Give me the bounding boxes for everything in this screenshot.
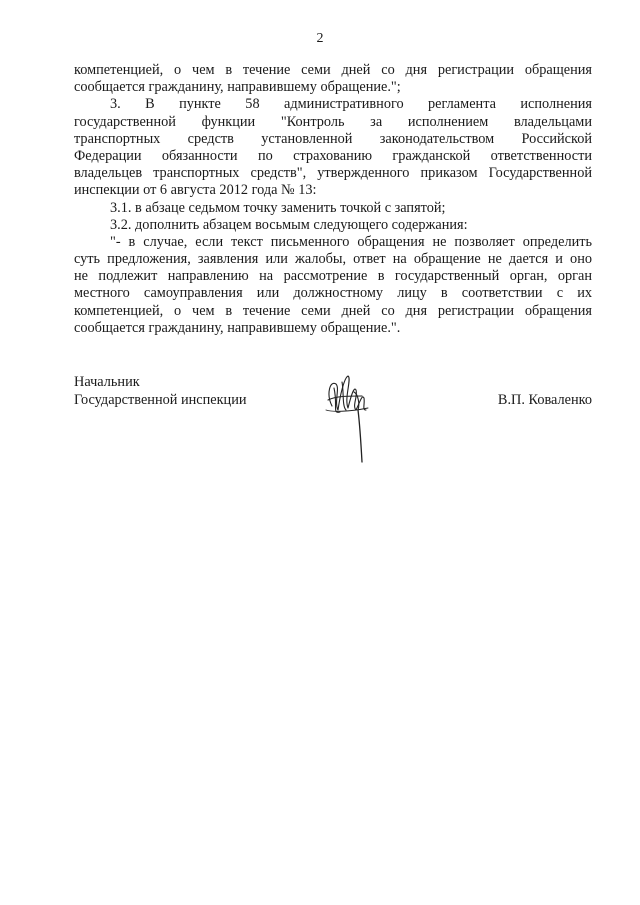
body-line: местного самоуправления или должностному лицу в соответствии с их: [74, 285, 592, 302]
body-line: не подлежит направлению на рассмотрение в государственный орган, орган: [74, 268, 592, 285]
body-line: Федерации обязанности по страхованию гражданской ответственности: [74, 147, 592, 164]
signatory-name: В.П. Коваленко: [497, 392, 592, 408]
body-line: владельцев транспортных средств", утвержденного приказом Государственной: [74, 165, 592, 182]
body-line: "- в случае, если текст письменного обращения не позволяет определить: [110, 233, 592, 250]
body-line: компетенцией, о чем в течение семи дней со дня регистрации обращения: [74, 302, 592, 319]
body-line: 3.1. в абзаце седьмом точку заменить точкой с запятой;: [110, 199, 446, 216]
body-line: сообщается гражданину, направившему обращение.".: [74, 319, 401, 336]
body-line: транспортных средств установленной законодательством Российской: [74, 130, 592, 147]
body-line: компетенцией, о чем в течение семи дней со дня регистрации обращения: [74, 62, 592, 78]
body-line: сообщается гражданину, направившему обращение.";: [74, 79, 401, 96]
body-line: суть предложения, заявления или жалобы, ответ на обращение не дается и оно: [74, 251, 592, 268]
signature-icon: [318, 366, 380, 466]
body-line: инспекции от 6 августа 2012 года № 13:: [74, 182, 317, 199]
body-line: государственной функции "Контроль за исполнением владельцами: [74, 113, 592, 130]
signatory-position-line: Государственной инспекции: [74, 392, 247, 408]
body-line: 3. В пункте 58 административного регламента исполнения: [110, 96, 592, 113]
page-number: 2: [316, 31, 324, 46]
signatory-position: [74, 373, 247, 409]
body-line: 3.2. дополнить абзацем восьмым следующего содержания:: [110, 216, 468, 233]
document-body: [74, 62, 592, 337]
signatory-position-line: Начальник: [74, 374, 140, 390]
